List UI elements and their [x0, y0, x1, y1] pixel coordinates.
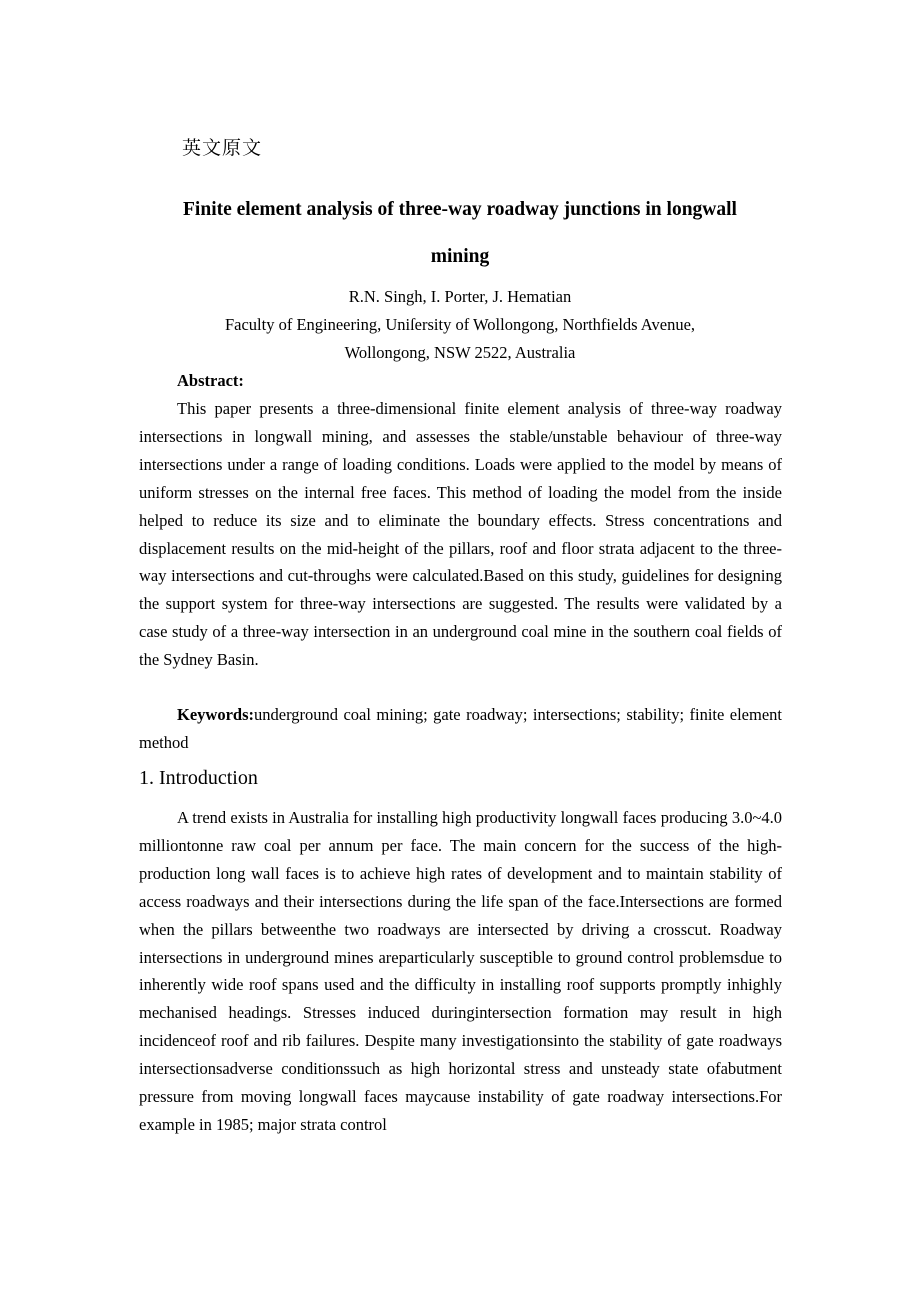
section-heading-introduction: 1. Introduction	[139, 767, 258, 789]
affiliation-line-1: Faculty of Engineering, Uniſersity of Wollongong, Northfields Avenue,	[224, 315, 696, 334]
abstract-heading: Abstract:	[177, 371, 244, 390]
affiliation-line-2: Wollongong, NSW 2522, Australia	[344, 343, 576, 362]
keywords-paragraph	[139, 701, 782, 757]
authors: R.N. Singh, I. Porter, J. Hematian	[348, 287, 572, 306]
paper-title-line-2: mining	[430, 246, 490, 267]
abstract-text: This paper presents a three-dimensional finite element analysis of three-way roadway intersections in longwall mining, and assesses the stable/unstable behaviour of three-way intersections under a range of loading conditions. Loads were applied to the model by means of uniform stresses on the internal free faces. This method of loading the model from the inside helped to reduce its size and to eliminate the boundary effects. Stress concentrations and displacement results on the mid-height of the pillars, roof and floor strata adjacent to the three-way intersections and cut-throughs were calculated.Based on this study, guidelines for designing the support system for three-way intersections are suggested. The results were validated by a case study of a three-way intersection in an underground coal mine in the southern coal fields of the Sydney Basin.	[139, 399, 782, 670]
keywords-label: Keywords:	[177, 705, 254, 724]
keywords-text: underground coal mining; gate roadway; intersections; stability; finite element method	[139, 705, 782, 752]
introduction-text: A trend exists in Australia for installing high productivity longwall faces producing 3.0~4.0 milliontonne raw coal per annum per face. The main concern for the success of the high-production long wall faces is to achieve high rates of development and to maintain stability of access roadways and their intersections during the life span of the face.Intersections are formed when the pillars betweenthe two roadways are intersected by driving a crosscut. Roadway intersections in underground mines areparticularly susceptible to ground control problemsdue to inherently wide roof spans used and the difficulty in installing roof supports promptly inhighly mechanised headings. Stresses induced duringintersection formation may result in high incidenceof roof and rib failures. Despite many investigationsinto the stability of gate roadways intersectionsadverse conditionssuch as high horizontal stress and unsteady state ofabutment pressure from moving longwall faces maycause instability of gate roadway intersections.For example in 1985; major strata control	[139, 808, 782, 1134]
chinese-label: 英文原文	[182, 137, 263, 159]
paper-title-line-1: Finite element analysis of three-way roadway junctions in longwall	[183, 199, 737, 220]
